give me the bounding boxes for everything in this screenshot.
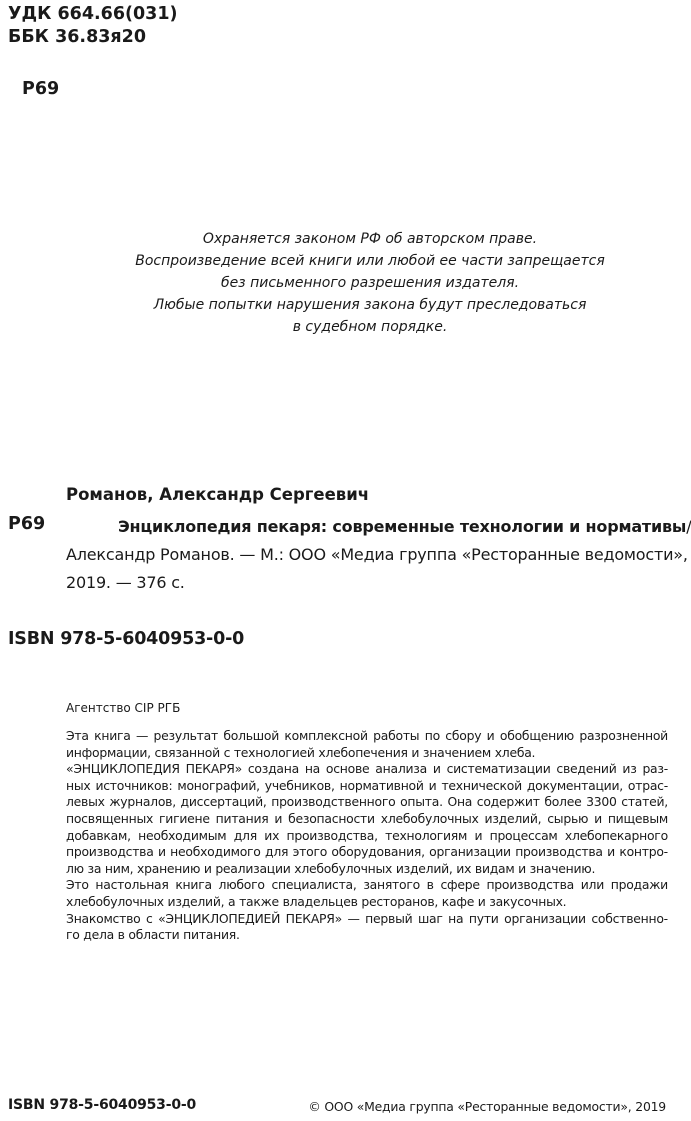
word: диссертаций, bbox=[180, 794, 267, 810]
annotation-line bbox=[66, 911, 668, 928]
word: ПЕКАРЯ» bbox=[185, 761, 242, 777]
word: книга bbox=[175, 877, 212, 893]
word: сфере bbox=[440, 877, 480, 893]
word: статей, bbox=[621, 794, 668, 810]
copyright-notice bbox=[60, 228, 680, 338]
word: результат bbox=[153, 728, 218, 743]
footer-isbn: ISBN 978-5-6040953-0-0 bbox=[8, 1097, 197, 1113]
word: производства, bbox=[286, 827, 378, 843]
annotation-line: лю за ним, хранению и реализации хлебобулочных изделий, их видам и значению. bbox=[66, 860, 596, 876]
word: для bbox=[233, 827, 257, 843]
book-title: Энциклопедия пекаря: современные технологии и нормативы bbox=[118, 517, 687, 536]
word: 3300 bbox=[586, 794, 617, 810]
word: их bbox=[264, 827, 280, 843]
word: хлебобулочных bbox=[380, 810, 479, 826]
isbn: ISBN 978-5-6040953-0-0 bbox=[8, 629, 245, 649]
bibliographic-record bbox=[66, 513, 691, 597]
word: раз- bbox=[642, 761, 668, 777]
word: на bbox=[304, 761, 321, 777]
word: технической bbox=[441, 777, 522, 793]
word: сведений bbox=[556, 761, 617, 777]
annotation-line bbox=[66, 811, 668, 828]
word: сырью bbox=[547, 810, 589, 826]
annotation-line bbox=[66, 778, 668, 795]
word: на bbox=[448, 910, 464, 926]
word: для bbox=[265, 844, 289, 860]
word: Эта bbox=[66, 728, 89, 743]
word: изделий, bbox=[484, 810, 542, 826]
word: создана bbox=[247, 761, 299, 777]
word: основе bbox=[325, 761, 370, 777]
author-mark: Р69 bbox=[8, 514, 46, 534]
word: систематизации bbox=[446, 761, 551, 777]
word: ПЕКАРЯ» bbox=[285, 910, 342, 926]
word: производства bbox=[515, 844, 603, 860]
annotation-line bbox=[66, 877, 668, 894]
word: специалиста, bbox=[271, 877, 357, 893]
annotation-line bbox=[66, 761, 668, 778]
annotation-line: информации, связанной с технологией хлебопечения и значением хлеба. bbox=[66, 744, 536, 760]
word: монографий, bbox=[177, 777, 260, 793]
word: ных bbox=[66, 777, 91, 793]
word: и bbox=[428, 777, 437, 793]
word: с bbox=[146, 910, 153, 926]
word: учебников, bbox=[264, 777, 335, 793]
annotation-line bbox=[66, 794, 668, 811]
notice-line: Воспроизведение всей книги или любой ее части запрещается bbox=[135, 253, 605, 269]
word: разрозненной bbox=[579, 728, 668, 743]
word: источников: bbox=[95, 777, 173, 793]
word: сбору bbox=[445, 728, 482, 743]
word: оборудования, bbox=[331, 844, 425, 860]
copyright-line: © ООО «Медиа группа «Ресторанные ведомости», 2019 bbox=[308, 1099, 666, 1114]
annotation-line bbox=[66, 844, 668, 861]
word: и bbox=[474, 827, 483, 843]
word: более bbox=[544, 794, 582, 810]
notice-line: Любые попытки нарушения закона будут преследоваться bbox=[153, 297, 587, 313]
notice-line: в судебном порядке. bbox=[292, 319, 448, 335]
udk-code: УДК 664.66(031) bbox=[8, 4, 178, 24]
word: собственно- bbox=[591, 910, 668, 926]
classification-codes bbox=[8, 3, 178, 49]
word: комплексной bbox=[284, 728, 368, 743]
word: добавкам, bbox=[66, 827, 131, 843]
word: по bbox=[424, 728, 440, 743]
annotation-line bbox=[66, 728, 668, 745]
word: и bbox=[607, 844, 615, 860]
annotation-line bbox=[66, 828, 668, 845]
word: «ЭНЦИКЛОПЕДИЯ bbox=[66, 761, 180, 777]
word: отрас- bbox=[627, 777, 668, 793]
word: контро- bbox=[619, 844, 668, 860]
word: опыта. bbox=[400, 794, 443, 810]
word: Это bbox=[66, 877, 89, 893]
word: процессам bbox=[489, 827, 558, 843]
word: большой bbox=[223, 728, 280, 743]
word: организации bbox=[504, 910, 586, 926]
word: анализа bbox=[375, 761, 427, 777]
word: производственного bbox=[271, 794, 396, 810]
word: хлебопекарного bbox=[564, 827, 668, 843]
word: или bbox=[580, 877, 605, 893]
publication-year-pages: 2019. — 376 с. bbox=[66, 573, 185, 592]
word: настольная bbox=[95, 877, 169, 893]
word: необходимого bbox=[170, 844, 261, 860]
bbk-code: ББК 36.83я20 bbox=[8, 27, 147, 47]
word: организации bbox=[429, 844, 511, 860]
author-mark-top: Р69 bbox=[22, 79, 60, 99]
word: занятого bbox=[363, 877, 420, 893]
word: Она bbox=[447, 794, 473, 810]
word: содержит bbox=[476, 794, 540, 810]
word: и bbox=[157, 844, 166, 860]
word: документации, bbox=[526, 777, 623, 793]
word: производства bbox=[66, 844, 154, 860]
word: продажи bbox=[610, 877, 668, 893]
word: обобщению bbox=[499, 728, 574, 743]
notice-line: Охраняется законом РФ об авторском праве. bbox=[202, 231, 538, 247]
cip-agency: Агентство CIP РГБ bbox=[66, 701, 181, 715]
publication-info: Александр Романов. — М.: ООО «Медиа группа «Ресторанные ведомости», bbox=[66, 545, 688, 564]
word: пищевым bbox=[607, 810, 668, 826]
word: технологиям bbox=[385, 827, 468, 843]
word: посвященных bbox=[66, 810, 154, 826]
title-slash: / bbox=[686, 517, 691, 536]
word: книга bbox=[94, 728, 131, 743]
word: и bbox=[274, 810, 283, 826]
annotation-line: хлебобулочных изделий, а также владельцев ресторанов, кафе и закусочных. bbox=[66, 893, 567, 909]
word: питания bbox=[215, 810, 269, 826]
annotation-line: го дела в области питания. bbox=[66, 927, 240, 943]
word: необходимым bbox=[138, 827, 227, 843]
word: шаг bbox=[417, 910, 443, 926]
notice-line: без письменного разрешения издателя. bbox=[220, 275, 520, 291]
word: и bbox=[486, 728, 495, 743]
word: пути bbox=[468, 910, 499, 926]
word: левых bbox=[66, 794, 105, 810]
word: Знакомство bbox=[66, 910, 141, 926]
word: и bbox=[594, 810, 602, 826]
word: — bbox=[136, 728, 149, 743]
word: производства bbox=[486, 877, 575, 893]
word: гигиене bbox=[159, 810, 210, 826]
author-name: Романов, Александр Сергеевич bbox=[66, 485, 370, 504]
word: этого bbox=[292, 844, 328, 860]
word: из bbox=[622, 761, 637, 777]
annotation-text bbox=[66, 728, 668, 944]
word: в bbox=[426, 877, 434, 893]
word: — bbox=[347, 910, 360, 926]
word: работы bbox=[373, 728, 420, 743]
word: журналов, bbox=[109, 794, 176, 810]
word: и bbox=[432, 761, 441, 777]
word: безопасности bbox=[288, 810, 375, 826]
word: любого bbox=[218, 877, 265, 893]
word: «ЭНЦИКЛОПЕДИЕЙ bbox=[158, 910, 281, 926]
word: первый bbox=[365, 910, 413, 926]
word: нормативной bbox=[339, 777, 424, 793]
